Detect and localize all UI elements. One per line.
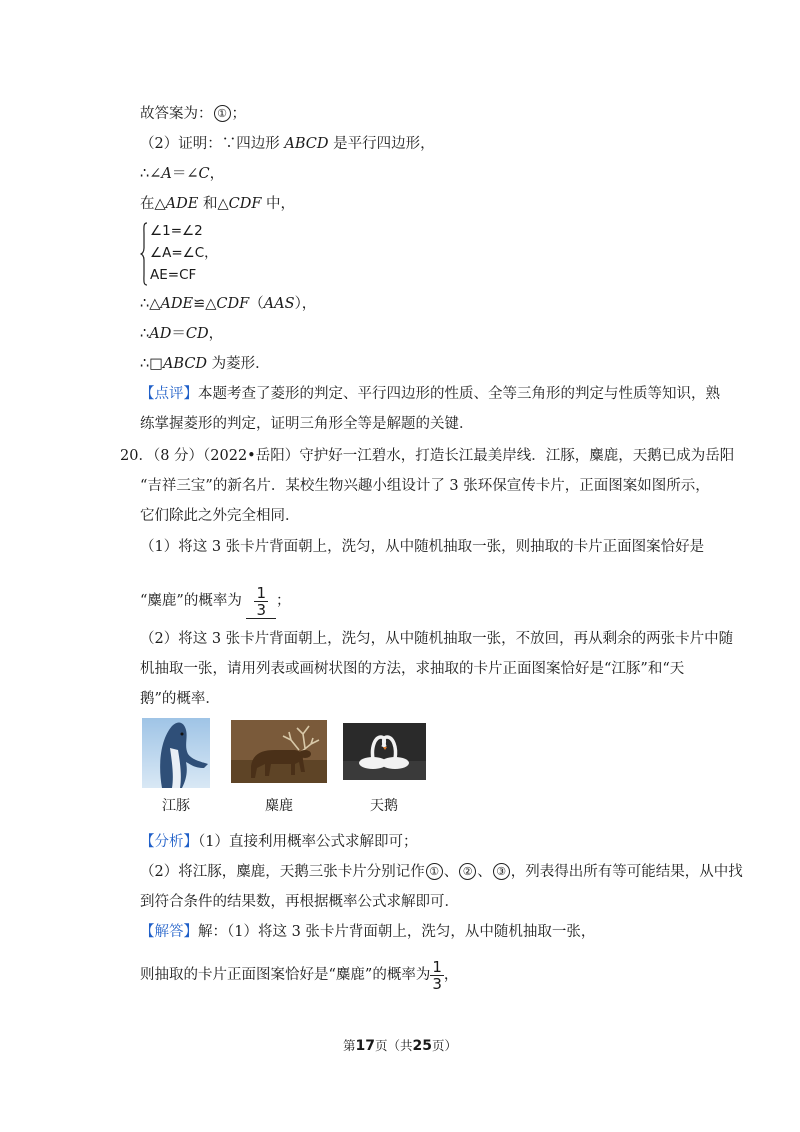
comment-line-1: 【点评】本题考查了菱形的判定、平行四边形的性质、全等三角形的判定与性质等知识，熟 xyxy=(140,386,720,402)
page-number: 17 xyxy=(355,1038,375,1054)
analysis-line-2: （2）将江豚，麋鹿，天鹅三张卡片分别记作 ① 、 ② 、 ③ ，列表得出所有等可能结果，从中找 xyxy=(140,864,743,880)
proof-line-1: （2）证明：∵四边形 ABCD 是平行四边形， xyxy=(140,136,435,152)
question-20-part2-line-3: 鹅”的概率． xyxy=(140,691,220,707)
circled-number: ① xyxy=(426,863,443,880)
proof-line-2: ∴∠A＝∠C， xyxy=(140,166,225,182)
solution-line-2: 则抽取的卡片正面图案恰好是“麋鹿”的概率为 $\frac{1}{3}$ ， xyxy=(140,957,459,993)
caption-swan: 天鹅 xyxy=(370,798,398,814)
solution-line-1: 【解答】解：（1）将这 3 张卡片背面朝上，洗匀，从中随机抽取一张， xyxy=(140,924,596,940)
proof-line-3: 在△ADE 和△CDF 中， xyxy=(140,196,295,212)
answer-line: 故答案为： ① ； xyxy=(140,106,246,122)
question-20-part2-line-2: 机抽取一张，请用列表或画树状图的方法，求抽取的卡片正面图案恰好是“江豚”和“天 xyxy=(140,661,685,677)
analysis-line-3: 到符合条件的结果数，再根据概率公式求解即可． xyxy=(140,894,459,910)
question-20-line-2: “吉祥三宝”的新名片．某校生物兴趣小组设计了 3 张环保宣传卡片，正面图案如图所示， xyxy=(140,478,710,494)
caption-deer: 麋鹿 xyxy=(265,798,293,814)
comment-tag: 【点评】 xyxy=(140,386,198,402)
left-brace-icon xyxy=(140,222,148,286)
deer-image xyxy=(231,720,327,783)
circled-number: ② xyxy=(459,863,476,880)
question-20-part2-line-1: （2）将这 3 张卡片背面朝上，洗匀，从中随机抽取一张，不放回，再从剩余的两张卡片中随 xyxy=(140,631,734,647)
system-row-1: ∠1=∠2 xyxy=(150,223,203,239)
system-row-2: ∠A=∠C， xyxy=(150,245,218,261)
caption-dolphin: 江豚 xyxy=(162,798,190,814)
answer-blank xyxy=(246,584,276,619)
dolphin-image xyxy=(142,718,210,788)
swan-image xyxy=(343,723,426,780)
system-row-3: AE=CF xyxy=(150,267,197,283)
analysis-tag: 【分析】 xyxy=(140,834,198,850)
circled-number: ③ xyxy=(493,863,510,880)
fraction: $\frac{1}{3}$ xyxy=(432,957,442,993)
proof-line-4: ∴△ADE≌△CDF（AAS）， xyxy=(140,296,317,312)
fraction: $\frac{1}{3}$ xyxy=(256,583,266,619)
question-20-line-1: 20．（8 分）（2022•岳阳）守护好一江碧水，打造长江最美岸线．江豚，麋鹿，天鹅已成为岳阳 xyxy=(120,448,735,464)
question-20-part1: （1）将这 3 张卡片背面朝上，洗匀，从中随机抽取一张，则抽取的卡片正面图案恰好是 xyxy=(140,539,705,555)
question-20-line-3: 它们除此之外完全相同． xyxy=(140,508,300,524)
comment-line-2: 练掌握菱形的判定，证明三角形全等是解题的关键． xyxy=(140,416,474,432)
page-total: 25 xyxy=(412,1038,432,1054)
circled-number: ① xyxy=(214,105,231,122)
proof-line-6: ∴□ABCD 为菱形． xyxy=(140,356,270,372)
solution-tag: 【解答】 xyxy=(140,924,198,940)
answer-label: 故答案为： xyxy=(140,106,213,122)
proof-line-5: ∴AD＝CD， xyxy=(140,326,224,342)
question-20-part1-answer: “麋鹿”的概率为 $\frac{1}{3}$ ； xyxy=(140,583,291,619)
page-footer: 第17页（共25页） xyxy=(342,1038,457,1054)
analysis-line-1: 【分析】（1）直接利用概率公式求解即可； xyxy=(140,834,418,850)
equation-system xyxy=(140,222,230,288)
